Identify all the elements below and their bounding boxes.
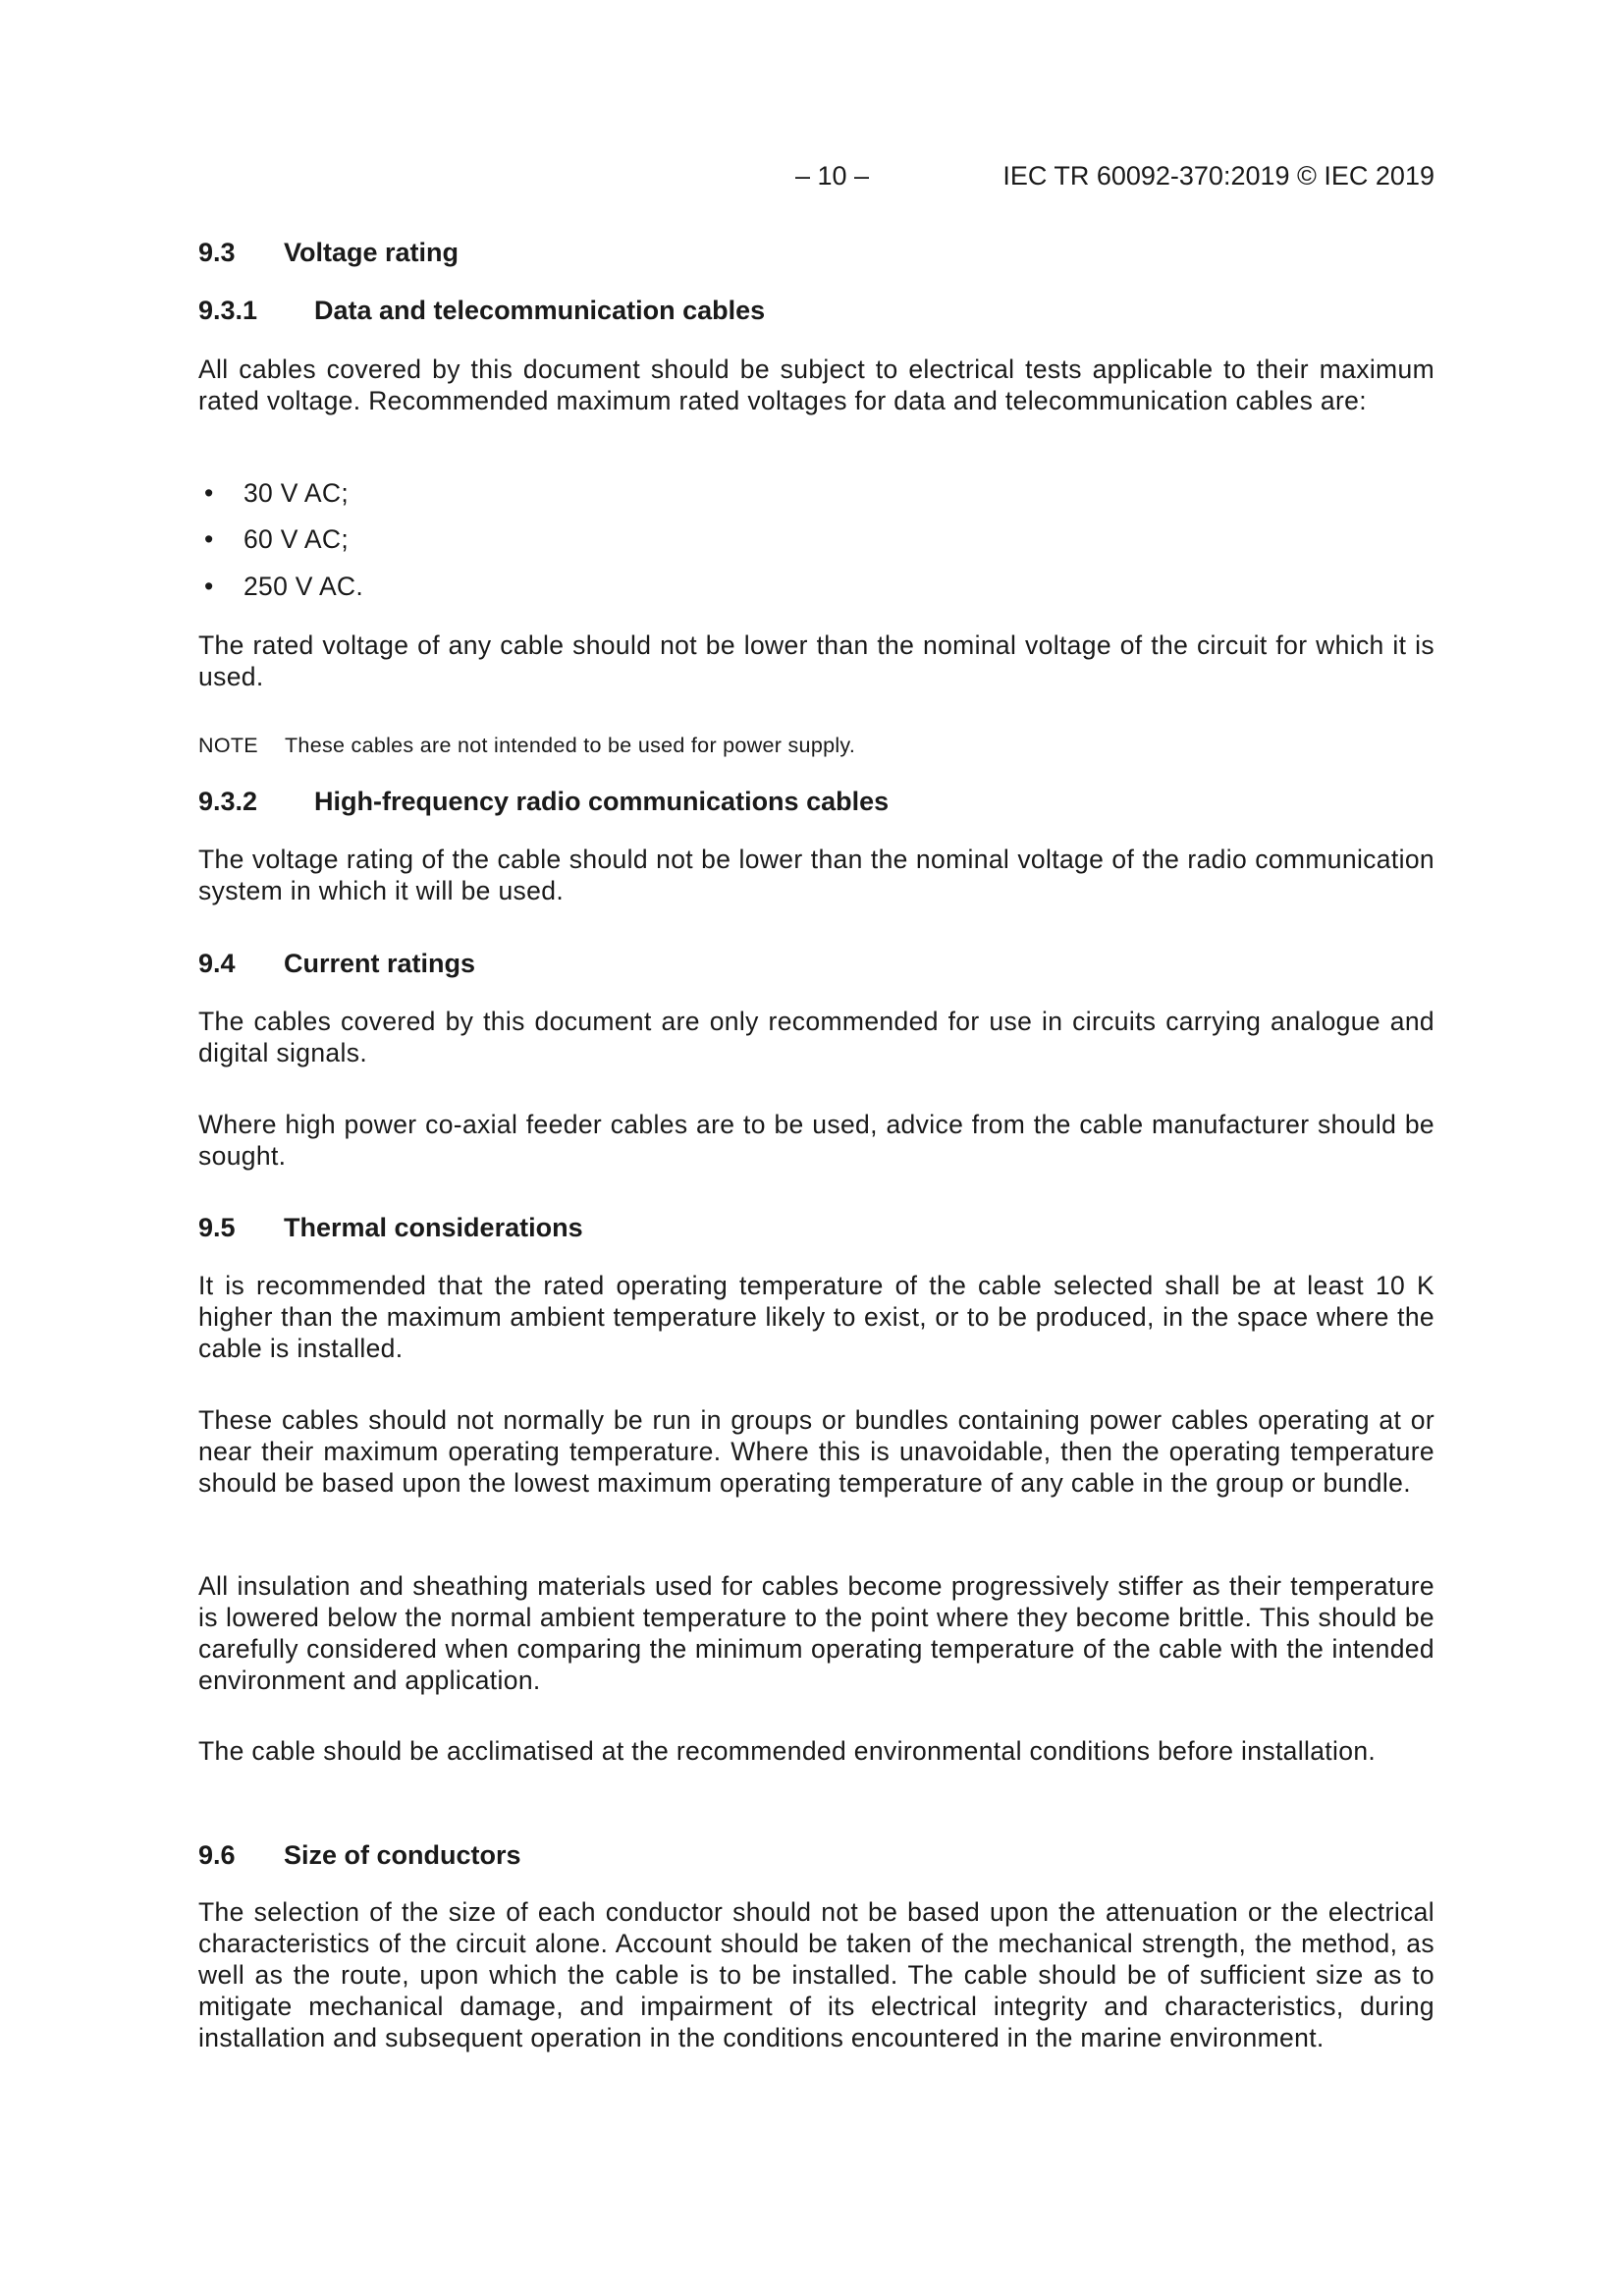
paragraph-9-4-scope (198, 1006, 1434, 1068)
section-number: 9.5 (198, 1213, 236, 1242)
paragraph-text: Where high power co-axial feeder cables are to be used, advice from the cable manufacturer should be sought. (198, 1110, 1434, 1171)
list-item-text: 250 V AC. (243, 572, 364, 601)
paragraph-text: The cable should be acclimatised at the recommended environmental conditions before installation. (198, 1736, 1377, 1766)
paragraph-text: All cables covered by this document should be subject to electrical tests applicable to their maximum rated voltage. Recommended maximum rated voltages for data and telecommunication cables are: (198, 355, 1434, 415)
paragraph-text: The rated voltage of any cable should not be lower than the nominal voltage of the circuit for which it is used. (198, 630, 1434, 691)
section-number: 9.3.2 (198, 787, 258, 816)
section-title: Data and telecommunication cables (314, 296, 766, 325)
page-number: – 10 – (795, 161, 870, 191)
page-header (198, 161, 1434, 196)
paragraph-text: These cables should not normally be run in groups or bundles containing power cables operating at or near their maximum operating temperature. Where this is unavoidable, then the operating temperature should be based upon the lowest maximum operating temperature of any cable in the group or bundle. (198, 1405, 1434, 1498)
bullet-icon: • (204, 572, 214, 601)
paragraph-text: The cables covered by this document are only recommended for use in circuits carrying analogue and digital signals. (198, 1007, 1434, 1067)
paragraph-9-5-stiffness (198, 1570, 1434, 1696)
section-number: 9.3.1 (198, 296, 258, 325)
paragraph-9-3-1-rated-voltage (198, 629, 1434, 692)
paragraph-9-3-1-intro (198, 354, 1434, 416)
note (198, 732, 1434, 759)
section-heading-9-5 (198, 1212, 1434, 1243)
bullet-icon: • (204, 478, 214, 508)
section-title: Thermal considerations (284, 1213, 583, 1242)
paragraph-9-5-rated-temperature (198, 1270, 1434, 1364)
paragraph-text: The selection of the size of each conductor should not be based upon the attenuation or the electrical characteristics of the circuit alone. Account should be taken of the mechanical strength, the method, as well as the route, upon which the cable is to be installed. The cable should be of sufficient size as to mitigate mechanical damage, and impairment of its electrical integrity and characteristics, during installation and subsequent operation in the conditions encountered in the marine environment. (198, 1897, 1434, 2052)
section-number: 9.6 (198, 1840, 236, 1870)
note-label: NOTE (198, 734, 258, 757)
section-heading-9-3 (198, 237, 1434, 268)
bullet-icon: • (204, 524, 214, 554)
paragraph-9-4-coaxial (198, 1109, 1434, 1172)
section-heading-9-4 (198, 948, 1434, 979)
section-heading-9-3-2 (198, 786, 1434, 817)
paragraph-9-5-bundles (198, 1404, 1434, 1499)
paragraph-9-3-2 (198, 844, 1434, 906)
paragraph-text: All insulation and sheathing materials used for cables become progressively stiffer as their temperature is lowered below the normal ambient temperature to the point where they become brittle. This should be carefully considered when comparing the minimum operating temperature of the cable with the intended environment and application. (198, 1571, 1434, 1695)
section-title: Size of conductors (284, 1840, 521, 1870)
section-title: High-frequency radio communications cables (314, 787, 890, 816)
paragraph-text: It is recommended that the rated operating temperature of the cable selected shall be at least 10 K higher than the maximum ambient temperature likely to exist, or to be produced, in the space where the cable is installed. (198, 1271, 1434, 1363)
section-number: 9.4 (198, 949, 236, 978)
list-item-text: 60 V AC; (243, 524, 349, 554)
paragraph-9-6-conductor-size (198, 1896, 1434, 2053)
section-number: 9.3 (198, 238, 236, 267)
paragraph-text: The voltage rating of the cable should not be lower than the nominal voltage of the radio communication system in which it will be used. (198, 845, 1434, 905)
document-id: IEC TR 60092-370:2019 © IEC 2019 (1002, 161, 1434, 191)
list-item-text: 30 V AC; (243, 478, 349, 508)
paragraph-9-5-acclimatise (198, 1735, 1434, 1767)
section-title: Voltage rating (284, 238, 460, 267)
section-title: Current ratings (284, 949, 476, 978)
section-heading-9-3-1 (198, 295, 1434, 326)
note-text: These cables are not intended to be used for power supply. (285, 734, 856, 757)
section-heading-9-6 (198, 1839, 1434, 1871)
